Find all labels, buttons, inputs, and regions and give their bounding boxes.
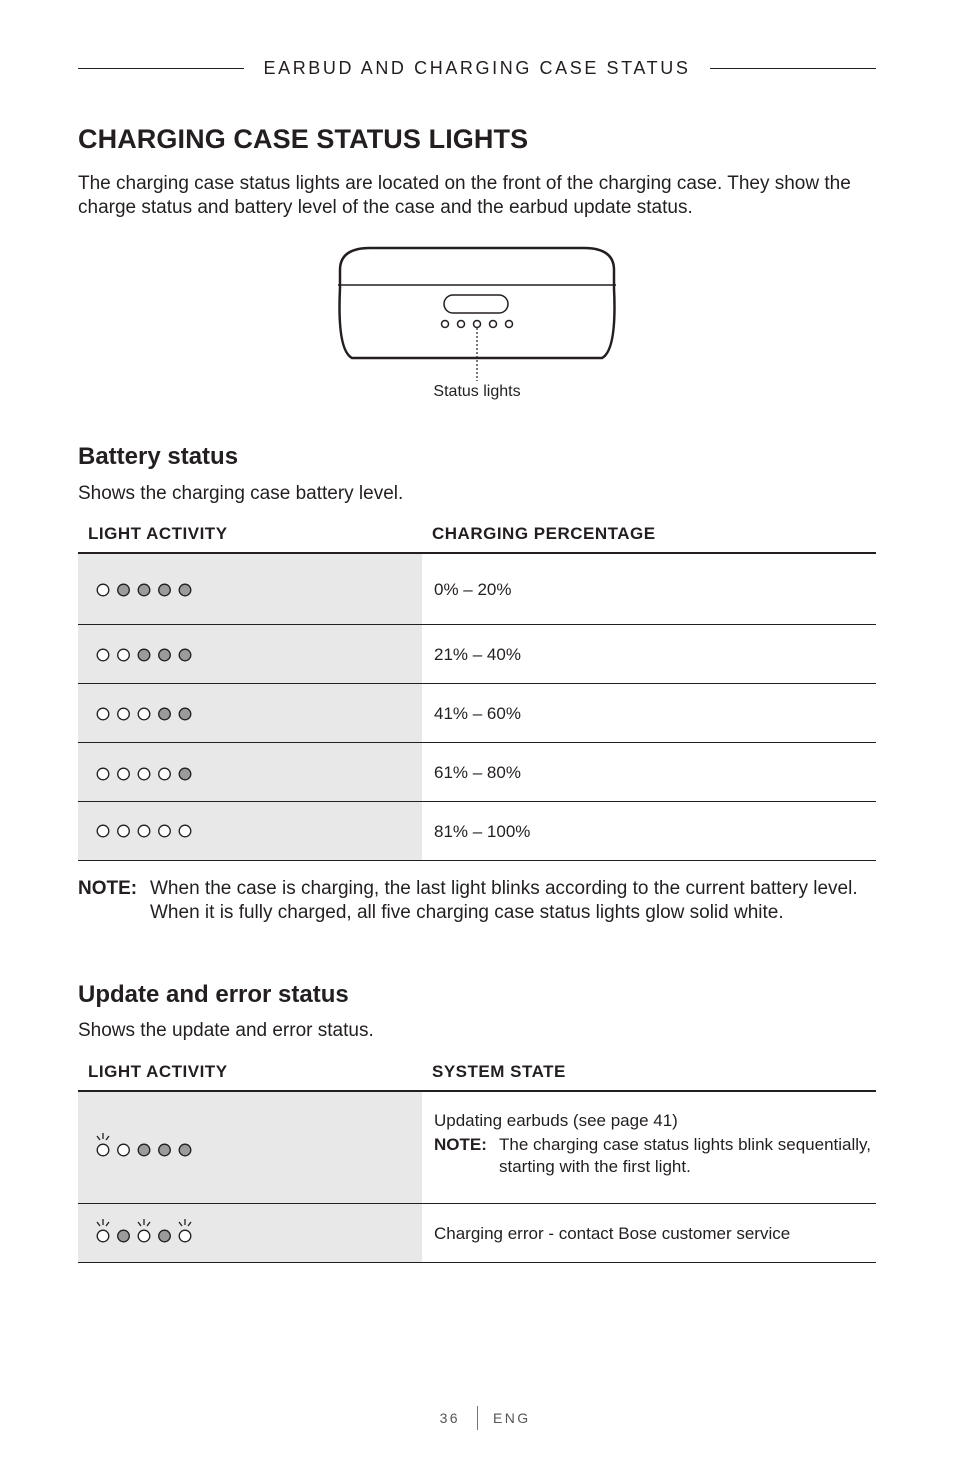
- status-lights-icon: [96, 1216, 196, 1246]
- column-header-system-state: SYSTEM STATE: [432, 1062, 566, 1081]
- status-light-off-icon: [118, 768, 130, 780]
- system-state-value: Updating earbuds (see page 41): [434, 1111, 678, 1130]
- status-lights-icon: [96, 704, 196, 724]
- status-light-on-icon: [138, 1144, 150, 1156]
- column-header-charging-percentage: CHARGING PERCENTAGE: [432, 524, 656, 543]
- light-activity-cell: [78, 1204, 422, 1262]
- status-light-on-icon: [118, 1230, 130, 1242]
- status-light-on-icon: [159, 1230, 171, 1242]
- table-header: [78, 1062, 876, 1092]
- charging-percentage-cell: [434, 802, 876, 860]
- status-light-on-icon: [179, 768, 191, 780]
- status-light-on-icon: [138, 584, 150, 596]
- battery-status-subtitle: Shows the charging case battery level.: [78, 483, 404, 504]
- column-header-light-activity: LIGHT ACTIVITY: [88, 524, 228, 543]
- status-light-off-icon: [118, 649, 130, 661]
- intro-paragraph: The charging case status lights are located on the front of the charging case. They show the charge status and battery level of the case and the earbud update status.: [78, 173, 851, 218]
- charging-percentage-value: 21% – 40%: [434, 645, 521, 664]
- status-light-off-icon: [118, 708, 130, 720]
- status-lights-icon: [96, 821, 196, 841]
- charging-percentage-cell: [434, 743, 876, 801]
- charging-percentage-value: 81% – 100%: [434, 822, 531, 841]
- update-status-heading: Update and error status: [78, 981, 349, 1008]
- status-light-off-icon: [138, 825, 150, 837]
- page-number: 36: [439, 1410, 460, 1426]
- light-activity-cell: [78, 554, 422, 624]
- status-light-on-icon: [179, 584, 191, 596]
- charging-percentage-value: 0% – 20%: [434, 580, 512, 599]
- status-light-off-icon: [138, 768, 150, 780]
- status-light-on-icon: [159, 1144, 171, 1156]
- status-light-off-icon: [159, 825, 171, 837]
- status-light-off-icon: [97, 649, 109, 661]
- blink-rays-icon: [97, 1219, 109, 1226]
- blink-rays-icon: [97, 1133, 109, 1140]
- light-activity-cell: [78, 625, 422, 683]
- status-light-blink-icon: [97, 1144, 109, 1156]
- section-title: EARBUD AND CHARGING CASE STATUS: [263, 58, 691, 78]
- table-row: [78, 1092, 876, 1204]
- status-lights-icon: [96, 1130, 196, 1160]
- charging-percentage-value: 61% – 80%: [434, 763, 521, 782]
- status-light-off-icon: [118, 1144, 130, 1156]
- blink-rays-icon: [138, 1219, 150, 1226]
- note-label: NOTE:: [78, 878, 138, 899]
- status-light-on-icon: [179, 708, 191, 720]
- language-code: ENG: [493, 1410, 531, 1426]
- status-light-on-icon: [179, 1144, 191, 1156]
- status-light-blink-icon: [138, 1230, 150, 1242]
- status-light-on-icon: [118, 584, 130, 596]
- status-lights-icon: [96, 764, 196, 784]
- table-row: [78, 802, 876, 861]
- header-rule-right: [710, 68, 876, 69]
- table-row: [78, 625, 876, 684]
- status-light-off-icon: [138, 708, 150, 720]
- battery-status-heading: Battery status: [78, 443, 239, 470]
- status-light-off-icon: [97, 584, 109, 596]
- update-status-subtitle: Shows the update and error status.: [78, 1020, 374, 1041]
- charging-percentage-cell: [434, 684, 876, 742]
- page-title: CHARGING CASE STATUS LIGHTS: [78, 124, 529, 154]
- light-activity-cell: [78, 1092, 422, 1203]
- status-light-on-icon: [159, 708, 171, 720]
- status-lights-icon: [96, 580, 196, 600]
- update-status-table: [78, 1062, 876, 1263]
- status-light-on-icon: [159, 584, 171, 596]
- status-light-off-icon: [179, 825, 191, 837]
- status-light-off-icon: [159, 768, 171, 780]
- note-label: NOTE:: [434, 1135, 487, 1154]
- table-row: [78, 684, 876, 743]
- status-light-on-icon: [138, 649, 150, 661]
- status-light-off-icon: [97, 768, 109, 780]
- table-row: [78, 1204, 876, 1263]
- status-light-off-icon: [118, 825, 130, 837]
- page-footer: [0, 1406, 954, 1432]
- charging-percentage-value: 41% – 60%: [434, 704, 521, 723]
- light-activity-cell: [78, 743, 422, 801]
- footer-divider: [477, 1406, 478, 1430]
- status-light-blink-icon: [97, 1230, 109, 1242]
- blink-rays-icon: [179, 1219, 191, 1226]
- system-state-value: Charging error - contact Bose customer service: [434, 1224, 791, 1243]
- section-header: [78, 56, 876, 80]
- note-text: The charging case status lights blink sequentially, starting with the first light.: [499, 1135, 871, 1176]
- column-header-light-activity: LIGHT ACTIVITY: [88, 1062, 228, 1081]
- table-row: [78, 743, 876, 802]
- status-lights-label: Status lights: [433, 383, 521, 400]
- charging-percentage-cell: [434, 625, 876, 683]
- status-light-off-icon: [97, 708, 109, 720]
- table-header: [78, 524, 876, 554]
- status-light-off-icon: [97, 825, 109, 837]
- charging-case-illustration: [330, 240, 624, 385]
- status-lights-icon: [96, 645, 196, 665]
- light-activity-cell: [78, 802, 422, 860]
- system-state-cell: [434, 1204, 876, 1262]
- status-light-blink-icon: [179, 1230, 191, 1242]
- battery-status-table: [78, 524, 876, 861]
- system-state-cell: [434, 1092, 876, 1203]
- note-text: When the case is charging, the last light blinks according to the current battery level. When it is fully charged, all five charging case status lights glow solid white.: [150, 878, 858, 923]
- charging-percentage-cell: [434, 554, 876, 624]
- table-row: [78, 554, 876, 625]
- status-light-on-icon: [159, 649, 171, 661]
- status-light-on-icon: [179, 649, 191, 661]
- light-activity-cell: [78, 684, 422, 742]
